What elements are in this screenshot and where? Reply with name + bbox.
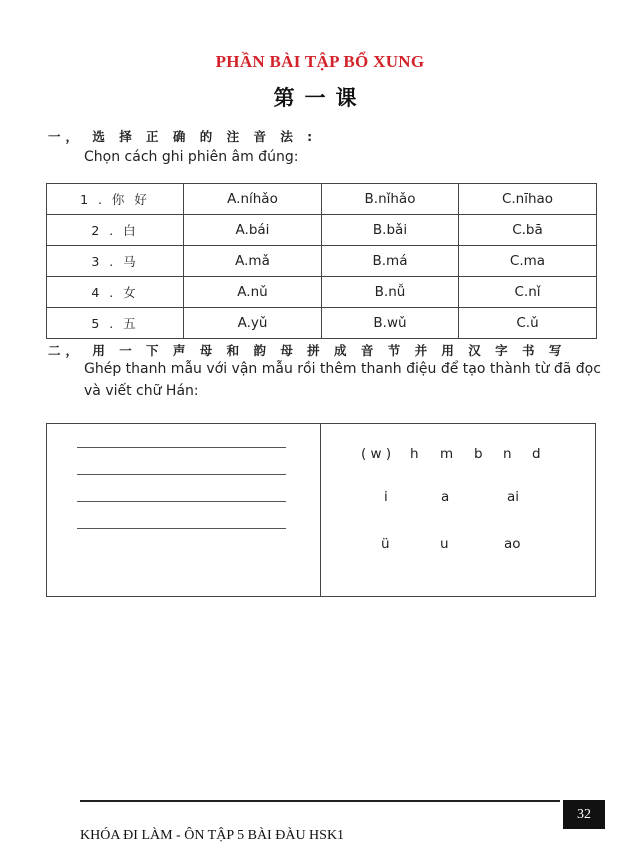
- writing-line[interactable]: [77, 528, 286, 529]
- question-cell: 5 . 五: [47, 308, 184, 339]
- option-c[interactable]: C.bā: [459, 215, 597, 246]
- option-a[interactable]: A.nǔ: [184, 277, 322, 308]
- section2-heading-chinese: 二， 用 一 下 声 母 和 韵 母 拼 成 音 节 并 用 汉 字 书 写: [48, 343, 567, 358]
- final-letter: i: [384, 489, 388, 505]
- option-c[interactable]: C.nīhao: [459, 184, 597, 215]
- table-row: [47, 184, 597, 215]
- footer-text: KHÓA ĐI LÀM - ÔN TẬP 5 BÀI ĐÀU HSK1: [80, 828, 345, 843]
- final-letter: ai: [507, 489, 520, 505]
- final-letter: ao: [504, 536, 521, 552]
- page-number: 32: [563, 800, 605, 829]
- writing-line[interactable]: [77, 447, 286, 448]
- final-letter: a: [441, 489, 450, 505]
- initial-letter: m: [440, 446, 454, 462]
- final-letter: ü: [381, 536, 390, 552]
- option-b[interactable]: B.má: [322, 246, 459, 277]
- option-a[interactable]: A.níhǎo: [184, 184, 322, 215]
- option-b[interactable]: B.wǔ: [322, 308, 459, 339]
- option-c[interactable]: C.ǔ: [459, 308, 597, 339]
- initial-letter: d: [532, 446, 541, 462]
- option-b[interactable]: B.bǎi: [322, 215, 459, 246]
- section2-heading-vietnamese: Ghép thanh mẫu với vận mẫu rồi thêm thanh điệu để tạo thành từ đã đọc và viết chữ Hán:: [84, 361, 601, 399]
- section1-heading-chinese: 一， 选 择 正 确 的 注 音 法 :: [48, 129, 318, 144]
- writing-line[interactable]: [77, 474, 286, 475]
- table-row: [47, 277, 597, 308]
- lesson-title: 第一课: [273, 86, 367, 110]
- initial-letter: n: [503, 446, 512, 462]
- final-letter: u: [440, 536, 449, 552]
- page-title: PHẦN BÀI TẬP BỔ XUNG: [215, 52, 425, 71]
- question-cell: 4 . 女: [47, 277, 184, 308]
- syllable-exercise-box: [46, 423, 596, 597]
- option-a[interactable]: A.mǎ: [184, 246, 322, 277]
- box-divider: [320, 424, 321, 596]
- initial-letter: ( w ): [361, 446, 392, 462]
- option-c[interactable]: C.ma: [459, 246, 597, 277]
- question-cell: 1 . 你 好: [47, 184, 184, 215]
- option-c[interactable]: C.nǐ: [459, 277, 597, 308]
- initial-letter: b: [474, 446, 483, 462]
- question-cell: 2 . 白: [47, 215, 184, 246]
- footer-divider: [80, 800, 560, 802]
- section1-heading-vietnamese: Chọn cách ghi phiên âm đúng:: [84, 149, 299, 165]
- option-a[interactable]: A.bái: [184, 215, 322, 246]
- option-a[interactable]: A.yǔ: [184, 308, 322, 339]
- option-b[interactable]: B.nǚ: [322, 277, 459, 308]
- pinyin-choice-table: [46, 183, 597, 339]
- table-row: [47, 246, 597, 277]
- table-row: [47, 215, 597, 246]
- table-row: [47, 308, 597, 339]
- initial-letter: h: [410, 446, 419, 462]
- option-b[interactable]: B.nǐhǎo: [322, 184, 459, 215]
- writing-line[interactable]: [77, 501, 286, 502]
- question-cell: 3 . 马: [47, 246, 184, 277]
